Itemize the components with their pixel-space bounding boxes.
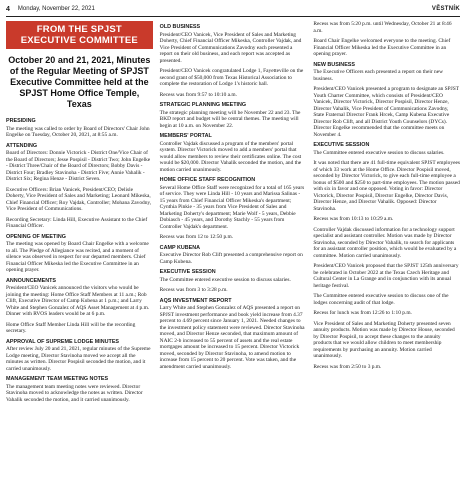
paragraph: The Committee entered executive session to discuss salaries.: [313, 149, 445, 156]
paragraph: The Committee entered executive session to discuss one of the lodges concerning audit of that lodge.: [313, 293, 449, 306]
paragraph: Board Chair Engelke welcomed everyone to the meeting. Chief Financial Officer Mikeska led the Executive Committee in an opening prayer.: [313, 38, 451, 57]
paragraph: President/CEO Vanicek congratulated Lodge 1, Fayetteville on the second grant of $50,000 from Texas Historical Association to complete the restoration of Lodge 1's historic hall.: [159, 68, 304, 87]
paragraph: President/CEO Vanicek announced the visitors who would be joining the meeting: Home Office Staff Members at 11 a.m.; Rob Clift, Executive Director of Camp Kubena at 1 p.m.; and Larry White and Stephen Gonzalez of AQS Asset Management at 4 p.m. Dinner with RVOS leaders would be at 6 p.m.: [6, 285, 150, 317]
paragraph: It was noted that there are 41 full-time equivalent SPJST employees of which 33 work at the Home Office. Director Pospisil moved, seconded by Director Victorick, to give each full-time employee a bonus of $500 and $250 to part-time employees. The motion passed with six in favor and one opposed. Voting in favor: Director Victorick, Director Pospisil, Director Engelke, Director Davis, Director Henze, and Director Vahalik. Opposed: Director Stavinoha.: [313, 160, 460, 212]
paragraph: The meeting was opened by Board Chair Engelke with a welcome to all. The Pledge of Allegiance was recited, and a moment of silence was observed in respect for our departed members. Chief Financial Officer Mikeska led the Executive Committee in an opening prayer.: [6, 241, 149, 273]
paragraph: Vice President of Sales and Marketing Doherty presented seven annuity products. Motion was made by Director House, seconded by Director Pospisil, to accept these changes to the annuity products that we would allow children to meet membership requirements by purchasing an annuity. Motion carried unanimously.: [313, 320, 455, 359]
section-heading: STRATEGIC PLANNING MEETING: [159, 102, 247, 108]
section-heading: EXECUTIVE SESSION: [159, 269, 216, 275]
column-1: [6, 21, 153, 407]
section-heading: EXECUTIVE SESSION: [313, 142, 370, 148]
section-heading: PRESIDING: [6, 118, 36, 124]
section-heading: NEW BUSINESS: [313, 61, 355, 68]
publication-name: VĚSTNÍK: [431, 6, 460, 12]
paragraph: Home Office Staff Member Linda Hill will be the recording secretary.: [6, 321, 136, 334]
section-heading: MANAGEMENT TEAM MEETING NOTES: [6, 376, 109, 382]
paragraph: Recess was from 5:20 p.m. until Wednesday, October 21 at 8:46 a.m.: [313, 21, 452, 34]
section-heading: AQS INVESTMENT REPORT: [159, 297, 232, 304]
paragraph: Larry White and Stephen Gonzalez of AQS presented a report on SPJST investment performance and book yield increase from 4.37 percent to 4.69 percent since January 1, 2021. Needed changes to the investment policy statement were reviewed. Director Stavinoha moved, and Director Henze seconded, that maximum amount of NAIC 2-b increased to 55 percent of assets and the real estate mortgages amount be increased to 15 percent. Director Victorick moved, seconded by Director Stavinoha, to amend motion to increase from 15 percent to 20 percent. Vote was taken, and the amendment carried unanimously.: [159, 305, 305, 370]
paragraph: The management team meeting notes were reviewed. Director Stavinoha moved to acknowledge the notes as written. Director Vahalik seconded the motion, and it carried unanimously.: [6, 383, 143, 403]
paragraph: Recess was from 2:50 to 3 p.m.: [313, 363, 382, 370]
paragraph: Recording Secretary: Linda Hill, Executive Assistant to the Chief Financial Officer.: [6, 216, 148, 229]
page-header: [6, 3, 460, 15]
paragraph: Recess was from 10:13 to 10:29 a.m.: [313, 216, 394, 222]
header-rule: [6, 16, 460, 17]
banner-line-1: FROM THE SPJST: [36, 24, 122, 35]
paragraph: Recess was from 12 to 12:50 p.m.: [159, 234, 234, 240]
paragraph: Recess for lunch was from 12:26 to 1:10 p.m.: [313, 310, 412, 316]
paragraph: The Executive Officers each presented a report on their new business.: [313, 69, 444, 82]
paragraph: President/CEO Vanicek proposed that the SPJST 125th anniversary be celebrated in October 2022 at the Texas Czech Heritage and Cultural Center in La Grange and in conjunction with its annual heritage festival.: [313, 263, 459, 289]
paragraph: President/CEO Vanicek presented a program to designate an SPJST Youth Charter Committee, which consists of President/CEO Vanicek, Director Victorick, Director Pospisil, Director Henze, Director Vahalik, Vice President of Communications Zavodny, State Fraternal Director Frank Hrcek, Camp Kubena Executive Director Rob Clift, and all District Youth Counselors (DYCs). Director Engelke recommended that the committee meets on November 4.: [313, 86, 459, 138]
issue-date: Monday, November 22, 2021: [17, 6, 95, 12]
section-heading: CAMP KUBENA: [159, 244, 201, 251]
paragraph: After review July 20 and 21, 2021, regular minutes of the Supreme Lodge meeting, Director Stavinoha moved we accept all the minutes as written. Director Pospisil seconded the motion, and it carried unanimously.: [6, 346, 151, 372]
section-banner: [6, 21, 153, 49]
paragraph: Recess was from 9:57 to 10:10 a.m.: [159, 91, 237, 98]
paragraph: President/CEO Vanicek, Vice President of Sales and Marketing Doherty, Chief Financial Officer Mikeska, Controller Vajdak, and Vice President of Communications Zavodny each presented a report on their old business, and each report was accepted as presented.: [159, 31, 302, 64]
paragraph: Controller Vajdak discussed a program of the members' portal system. Director Victorick moved to add a members' portal that would allow members to review their certificates online. The cost would be $20,000. Director Vahalik seconded the motion, and the motion carried unanimously.: [159, 140, 302, 173]
section-heading: HOME OFFICE STAFF RECOGNITION: [159, 177, 256, 183]
article-columns: [6, 21, 460, 407]
section-heading: OPENING OF MEETING: [6, 233, 66, 240]
section-heading: ANNOUNCEMENTS: [6, 277, 57, 284]
paragraph: The strategic planning meeting will be November 22 and 23. The BKD report and budget will be central themes. The meeting will begin at 10 a.m. on November 22.: [159, 109, 301, 129]
section-heading: MEMBERS' PORTAL: [159, 133, 212, 139]
paragraph: The meeting was called to order by Board of Directors' Chair John Engelke on Tuesday, October 20, 2021, at 8:55 a.m.: [6, 125, 150, 138]
paragraph: Controller Vajdak discussed information for a technology support specialist and assistant controller. Motion was made by Director Stavinoha, seconded by Director Vahalik, to search for applicants for an assistant controller position, which would be evaluated by a committee. Motion carried unanimously.: [313, 226, 457, 259]
paragraph: Executive Officers: Brian Vanicek, President/CEO; Delisle Doherty, Vice President of Sales and Marketing; Leonard Mikeska, Chief Financial Officer; Roy Vajdak, Controller; Mohana Zavodny, Vice President of Communications.: [6, 186, 152, 212]
section-heading: ATTENDING: [6, 142, 38, 149]
paragraph: Executive Director Rob Clift presented a comprehensive report on Camp Kubena.: [159, 252, 303, 265]
article-title: October 20 and 21, 2021, Minutes of the Regular Meeting of SPJST Executive Committee held at the SPJST Home Office Temple, Texas: [8, 55, 151, 109]
paragraph: Recess was from 3 to 3:28 p.m.: [159, 287, 228, 293]
page-number: 4: [6, 5, 10, 13]
paragraph: Several Home Office Staff were recognized for a total of 165 years of service. They were Linda Hill - 10 years and Marissa Salinas - 15 years from Chief Financial Officer Mikeska's department; Cynthia Pinkie - 35 years from Vice President of Sales and Marketing Doherty's department; Marie Wolf - 5 years, Debbie Dobiasch - 45 years, and Dorothy Stachly - 55 years from Controller Vajdak's department.: [159, 184, 305, 230]
section-heading: OLD BUSINESS: [159, 24, 201, 30]
column-3: [313, 21, 460, 407]
banner-line-2: EXECUTIVE COMMITTEE: [20, 35, 138, 46]
paragraph: The Committee entered executive session to discuss salaries.: [159, 276, 291, 283]
section-heading: APPROVAL OF SUPREME LODGE MINUTES: [6, 338, 120, 345]
column-2: [160, 21, 307, 407]
paragraph: Board of Directors: Donnie Victorick - District One/Vice Chair of the Board of Directors; Jesse Pospisil - District Two; John Engelke - District Three/Chair of the Board of Directors; Bobby Davis - District Four; Bradley Stavinoha - District Five; Annie Vahalik - District Six; Regina Henze - District Seven.: [6, 150, 151, 182]
